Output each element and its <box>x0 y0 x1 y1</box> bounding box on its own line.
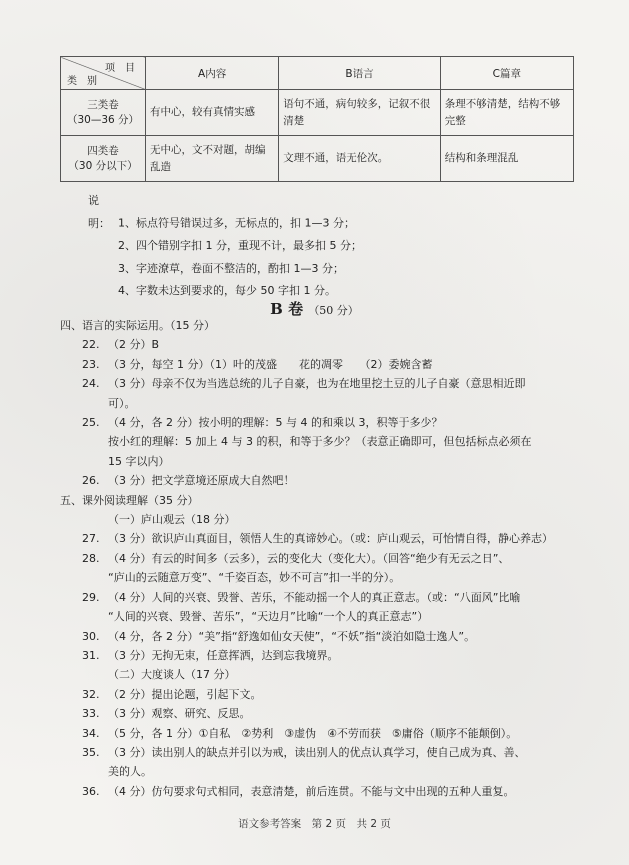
question-23 <box>60 355 580 374</box>
grading-notes <box>88 190 362 303</box>
subsection-title: （二）大度谈人（17 分） <box>108 668 236 682</box>
answer-text: （5 分，各 1 分）①自私 ②势利 ③虚伪 ④不劳而获 ⑤庸俗（顺序不能颠倒）。 <box>108 726 518 740</box>
answer-text: （3 分）无拘无束，任意挥洒，达到忘我境界。 <box>108 648 339 662</box>
question-number: 35. <box>82 745 100 759</box>
question-number: 32. <box>82 687 100 701</box>
section-b-title: B 卷 <box>270 300 304 318</box>
answer-text: （4 分）仿句要求句式相同，表意清楚，前后连贯。不能与文中出现的五种人重复。 <box>108 784 515 798</box>
table-row <box>61 90 574 136</box>
note-item: 3、字迹潦草，卷面不整洁的，酌扣 1—3 分； <box>118 261 344 275</box>
note-item: 4、字数未达到要求的，每少 50 字扣 1 分。 <box>118 284 336 297</box>
question-34 <box>60 724 580 743</box>
answer-text: （2 分）提出论题，引起下文。 <box>108 687 262 701</box>
answer-body <box>60 316 580 801</box>
row-category-cell <box>61 90 146 136</box>
row-content-cell: 有中心，较有真情实感 <box>146 90 279 136</box>
row-score-range: （30—36 分） <box>66 113 140 126</box>
question-number: 28. <box>82 551 100 565</box>
section-b-points: （50 分） <box>308 304 359 317</box>
question-number: 30. <box>82 629 100 643</box>
row-structure-cell: 结构和条理混乱 <box>440 136 573 182</box>
answer-continuation: 按小红的理解：5 加上 4 与 3 的积，和等于多少？（表意正确即可，但包括标点必须在 <box>108 435 532 449</box>
question-24 <box>60 374 580 393</box>
column-header-language: B语言 <box>279 57 440 90</box>
question-29 <box>60 588 580 607</box>
question-number: 29. <box>82 590 100 604</box>
row-score-range: （30 分以下） <box>68 159 138 172</box>
answer-text: （2 分）B <box>108 338 160 352</box>
table-header-row <box>61 57 574 90</box>
answer-continuation: 美的人。 <box>108 765 152 779</box>
answer-text: （3 分）母亲不仅为当选总统的儿子自豪，也为在地里挖土豆的儿子自豪（意思相近即 <box>108 377 526 391</box>
row-category: 四类卷 <box>87 144 119 157</box>
row-category-cell <box>61 136 146 182</box>
answer-text: （3 分）读出别人的缺点并引以为戒，读出别人的优点认真学习，使自己成为真、善、 <box>108 745 526 759</box>
question-number: 33. <box>82 707 100 721</box>
column-header-content: A内容 <box>146 57 279 90</box>
answer-text: （4 分，各 2 分）“美”指“舒逸如仙女天使”，“不妖”指“淡泊如隐士逸人”。 <box>108 629 476 643</box>
answer-text: （4 分）人间的兴衰、毁誉、苦乐，不能动摇一个人的真正意志。（或：“八面风”比喻 <box>108 590 521 604</box>
question-35 <box>60 743 580 762</box>
header-category-label: 类 别 <box>67 76 97 87</box>
answer-text: （4 分）有云的时间多（云多），云的变化大（变化大）。（回答“绝少有无云之日”、 <box>108 551 510 565</box>
part4-title: 四、语言的实际运用。（15 分） <box>60 319 215 332</box>
row-category: 三类卷 <box>87 98 119 111</box>
column-header-structure: C篇章 <box>440 57 573 90</box>
question-number: 23. <box>82 357 100 371</box>
question-number: 36. <box>82 784 100 798</box>
notes-lead: 说明： <box>88 194 110 230</box>
question-36 <box>60 782 580 801</box>
question-28 <box>60 549 580 568</box>
answer-continuation: 可）。 <box>108 396 136 410</box>
question-30 <box>60 627 580 646</box>
question-number: 26. <box>82 474 100 488</box>
table-corner-cell <box>61 57 146 90</box>
header-item-label: 项 目 <box>105 63 135 74</box>
answer-text: （3 分）欲识庐山真面目，领悟人生的真谛妙心。（或：庐山观云，可怡情自得，静心养志） <box>108 532 553 546</box>
question-25 <box>60 413 580 432</box>
note-item: 说明： 1、标点符号错误过多，无标点的，扣 1—3 分； <box>88 190 362 235</box>
row-content-cell: 无中心，文不对题，胡编乱造 <box>146 136 279 182</box>
answer-continuation: “庐山的云随意万变”、“千姿百态，妙不可言”扣一半的分）。 <box>108 571 401 585</box>
question-32 <box>60 685 580 704</box>
question-26 <box>60 471 580 490</box>
question-number: 27. <box>82 532 100 546</box>
table-row <box>61 136 574 182</box>
question-33 <box>60 704 580 723</box>
question-31 <box>60 646 580 665</box>
row-language-cell: 文理不通，语无伦次。 <box>279 136 440 182</box>
answer-text: （3 分）把文学意境还原成大自然吧！ <box>108 474 295 488</box>
question-number: 25. <box>82 416 100 430</box>
part5-title: 五、课外阅读理解（35 分） <box>60 493 199 507</box>
page-footer: 语文参考答案 第 2 页 共 2 页 <box>238 818 391 830</box>
question-27 <box>60 529 580 548</box>
question-number: 24. <box>82 377 100 391</box>
scoring-rubric-table <box>60 56 574 182</box>
row-structure-cell: 条理不够清楚，结构不够完整 <box>440 90 573 136</box>
answer-continuation: 15 字以内） <box>108 454 170 468</box>
question-22 <box>60 335 580 354</box>
answer-text: （3 分，每空 1 分）（1）叶的茂盛 花的凋零 （2）委婉含蓄 <box>108 357 433 371</box>
answer-continuation: “人间的兴衰、毁誉、苦乐”，“天边月”比喻“一个人的真正意志”） <box>108 610 429 624</box>
question-number: 22. <box>82 338 100 352</box>
note-item: 2、四个错别字扣 1 分，重现不计，最多扣 5 分； <box>118 239 362 252</box>
row-language-cell: 语句不通，病句较多，记叙不很清楚 <box>279 90 440 136</box>
subsection-title: （一）庐山观云（18 分） <box>108 513 236 527</box>
question-number: 31. <box>82 648 100 662</box>
answer-text: （3 分）观察、研究、反思。 <box>108 707 251 721</box>
question-number: 34. <box>82 726 100 740</box>
answer-text: （4 分，各 2 分）按小明的理解：5 与 4 的和乘以 3，积等于多少？ <box>108 416 443 430</box>
